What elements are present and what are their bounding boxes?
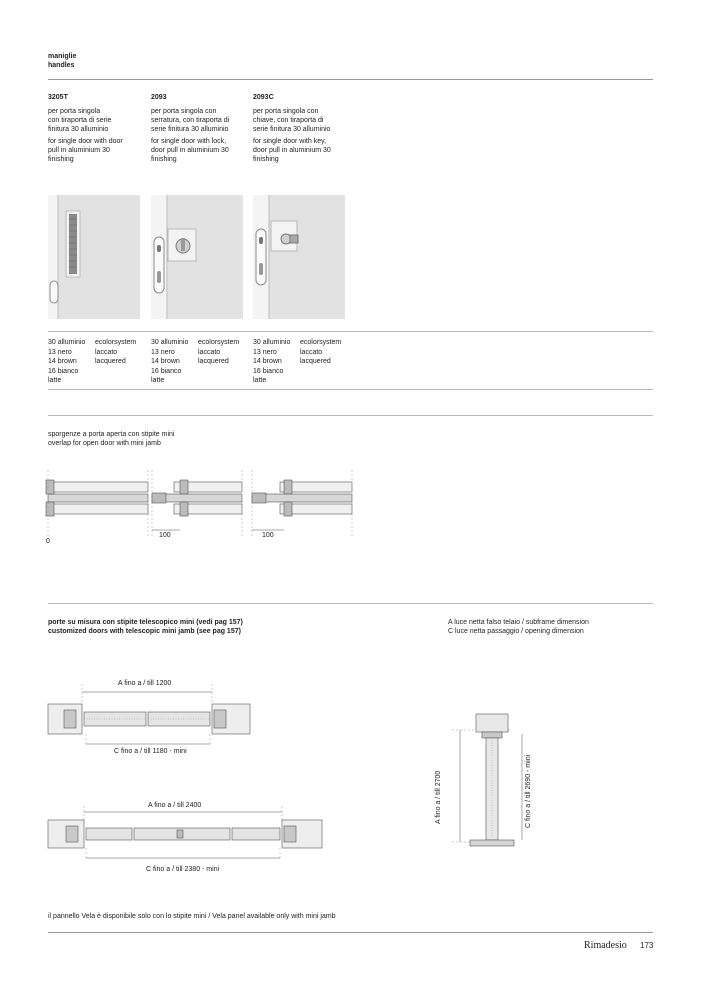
divider	[48, 331, 653, 332]
product-code: 2093	[151, 94, 167, 101]
overlap-dim-100b: 100	[262, 532, 274, 539]
plan-single-door	[44, 684, 274, 756]
divider	[48, 415, 653, 416]
dim-c-2690: C fino a / till 2690 - mini	[525, 754, 532, 828]
divider	[48, 603, 653, 604]
dim-c-1180: C fino a / till 1180 - mini	[114, 748, 187, 755]
overlap-dim-100: 100	[159, 532, 171, 539]
finishes-2093-ecolor: ecolorsystem laccato lacquered	[198, 339, 240, 365]
finishes-2093c: 30 alluminio 13 nero 14 brown 16 bianco latte	[253, 339, 291, 384]
legend-c: C luce netta passaggio / opening dimension	[448, 628, 584, 635]
custom-title-it: porte su misura con stipite telescopico mini (vedi pag 157)	[48, 619, 243, 626]
divider	[48, 79, 653, 80]
product-code: 2093C	[253, 94, 274, 101]
product-2093: 2093 per porta singola con serratura, con tiraporta di serie finitura 30 alluminio for single door with lock, door pull in aluminium 30 finishing	[151, 93, 251, 164]
divider	[48, 932, 653, 933]
page-number: 173	[640, 941, 654, 950]
custom-title-en: customized doors with telescopic mini jamb (see pag 157)	[48, 628, 241, 635]
handle-2093c-image	[253, 195, 345, 319]
overlap-title-it: sporgenze a porta aperta con stipite mini	[48, 431, 175, 438]
finishes-2093c-ecolor: ecolorsystem laccato lacquered	[300, 339, 342, 365]
handle-2093-image	[151, 195, 243, 319]
dim-c-2380: C fino a / till 2380 - mini	[146, 866, 220, 873]
vela-note: il pannello Vela è disponibile solo con lo stipite mini / Vela panel available only with mini jamb	[48, 913, 336, 920]
product-2093c: 2093C per porta singola con chiave, con tiraporta di serie finitura 30 alluminio for single door with key, door pull in aluminium 30 finishing	[253, 93, 353, 164]
dim-a-2400: A fino a / till 2400	[148, 802, 202, 809]
dim-a-1200: A fino a / till 1200	[118, 680, 172, 687]
section-title-en: handles	[48, 62, 75, 69]
product-3205t: 3205T per porta singola con tiraporta di serie finitura 30 alluminio for single door with door pull in aluminium 30 finishing	[48, 93, 148, 164]
legend-a: A luce netta falso telaio / subframe dimension	[448, 619, 589, 626]
divider	[48, 389, 653, 390]
overlap-title-en: overlap for open door with mini jamb	[48, 440, 161, 447]
finishes-3205t-ecolor: ecolorsystem laccato lacquered	[95, 339, 137, 365]
plan-double-door	[44, 806, 334, 866]
product-code: 3205T	[48, 94, 68, 101]
finishes-2093: 30 alluminio 13 nero 14 brown 16 bianco latte	[151, 339, 189, 384]
dim-a-2700: A fino a / till 2700	[435, 770, 442, 824]
overlap-drawing	[44, 460, 364, 550]
finishes-3205t: 30 alluminio 13 nero 14 brown 16 bianco latte	[48, 339, 86, 384]
brand-logo: Rimadesio	[584, 940, 627, 951]
section-title-it: maniglie	[48, 53, 77, 60]
handle-3205t-image	[48, 195, 140, 319]
overlap-dim-0: 0	[46, 538, 50, 545]
